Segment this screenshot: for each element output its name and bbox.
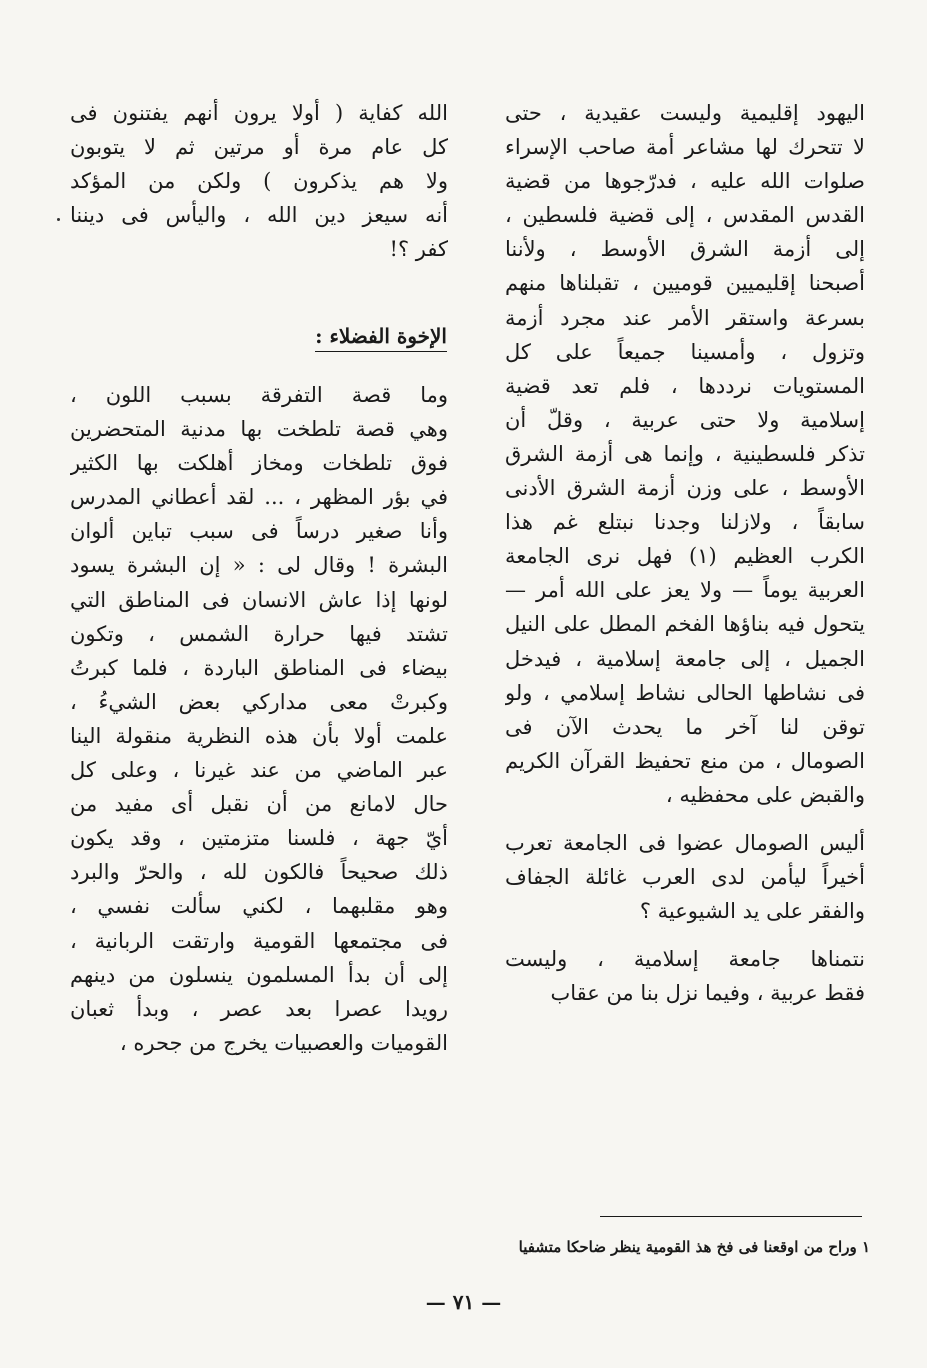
text-line: وتزول ، وأمسينا جميعاً على كل <box>505 339 865 364</box>
text-line: أليس الصومال عضوا فى الجامعة تعرب <box>505 830 865 855</box>
text-line: نتمناها جامعة إسلامية ، وليست <box>505 947 865 972</box>
paragraph-gap <box>505 928 865 942</box>
text-line: صلوات الله عليه ، فدرّجوها من قضية <box>505 169 865 194</box>
right-paragraph-3 <box>505 942 865 1010</box>
text-line: كل عام مرة أو مرتين ثم لا يتوبون <box>70 135 448 160</box>
text-line: الكرب العظيم (١) فهل نرى الجامعة <box>505 544 865 569</box>
text-line: ولا هم يذكرون ) ولكن من المؤكد <box>70 169 448 194</box>
text-line: حال لامانع من أن نقبل أى مفيد من <box>70 792 448 817</box>
text-line: كفر ؟! <box>389 237 448 262</box>
text-line: وكبرتْ معى مداركي بعض الشيءُ ، <box>70 689 448 714</box>
text-line: القوميات والعصبيات يخرج من جحره ، <box>119 1030 448 1055</box>
text-line: علمت أولا بأن هذه النظرية منقولة الينا <box>70 723 448 748</box>
text-line: وأنا صغير درساً فى سبب تباين ألوان <box>70 519 448 544</box>
text-line: رويدا عصرا بعد عصر ، وبدأ ثعبان <box>70 996 448 1021</box>
print-speck <box>57 218 60 221</box>
text-line: الأوسط ، على وزن أزمة الشرق الأدنى <box>505 476 865 501</box>
text-line: أنه سيعز دين الله ، واليأس فى ديننا <box>70 203 448 228</box>
text-line: فوق تلطخات ومخاز أهلكت بها الكثير <box>70 451 448 476</box>
text-line: إسلامية ولا حتى عربية ، وقلّ أن <box>505 407 865 432</box>
right-column <box>505 96 865 1010</box>
text-line: والفقر على يد الشيوعية ؟ <box>639 899 865 924</box>
text-line: وهو مقلبهما ، لكني سألت نفسي ، <box>70 894 448 919</box>
right-paragraph-2 <box>505 826 865 928</box>
text-line: في بؤر المظهر ، ... لقد أعطاني المدرس <box>70 485 448 510</box>
text-line: العربية يوماً — ولا يعز على الله أمر — <box>505 578 865 603</box>
text-line: اليهود إقليمية وليست عقيدية ، حتى <box>505 101 865 125</box>
right-paragraph-1 <box>505 96 865 812</box>
text-line: بيضاء فى المناطق الباردة ، فلما كبرتُ <box>70 655 448 680</box>
text-line: البشرة ! وقال لى : « إن البشرة يسود <box>70 553 448 578</box>
text-line: فى نشاطها الحالى نشاط إسلامي ، ولو <box>505 680 865 705</box>
text-line: الله كفاية ( أولا يرون أنهم يفتنون فى <box>70 101 448 125</box>
text-line: أصبحنا إقليميين قوميين ، تقبلناها منهم <box>505 271 865 296</box>
text-line: لونها إذا عاش الانسان فى المناطق التي <box>70 587 448 612</box>
text-line: توقن لنا آخر ما يحدث الآن فى <box>505 714 865 739</box>
text-line: فقط عربية ، وفيما نزل بنا من عقاب <box>550 981 865 1006</box>
page-number: — ٧١ — <box>425 1290 502 1314</box>
text-line: سابقاً ، ولازلنا وجدنا نبتلع غم هذا <box>505 510 865 535</box>
text-line: تشتد فيها حرارة الشمس ، وتكون <box>70 621 448 646</box>
text-line: الصومال ، من منع تحفيظ القرآن الكريم <box>505 748 865 773</box>
text-line: وهي قصة تلطخت بها مدنية المتحضرين <box>70 417 448 442</box>
text-line: عبر الماضي من عند غيرنا ، وعلى كل <box>70 758 448 783</box>
text-line: لا تتحرك لها مشاعر أمة صاحب الإسراء <box>505 135 865 160</box>
footnote: ١ وراح من اوقعنا فى فخ هذ القومية ينظر ضاحكا متشفيا <box>518 1238 870 1256</box>
text-line: إلى أزمة الشرق الأوسط ، ولأننا <box>505 237 865 262</box>
text-line: أخيراً ليأمن لدى العرب غائلة الجفاف <box>505 865 865 890</box>
text-line: ذلك صحيحاً فالكون لله ، والحرّ والبرد <box>70 860 448 885</box>
text-line: القدس المقدس ، إلى قضية فلسطين ، <box>505 203 865 228</box>
text-line: فى مجتمعها القومية وارتقت الربانية ، <box>70 928 448 953</box>
section-subheading: الإخوة الفضلاء : <box>315 324 447 352</box>
text-line: بسرعة واستقر الأمر عند مجرد أزمة <box>505 305 865 330</box>
text-line: الجميل ، إلى جامعة إسلامية ، فيدخل <box>505 646 865 671</box>
left-paragraph-1 <box>70 96 448 266</box>
text-line: أيّ جهة ، فلسنا متزمتين ، وقد يكون <box>70 826 448 851</box>
footnote-rule <box>600 1216 862 1217</box>
text-line: إلى أن بدأ المسلمون ينسلون من دينهم <box>70 962 448 987</box>
text-line: يتحول فيه بناؤها الفخم المطل على النيل <box>505 612 865 637</box>
text-line: المستويات نرددها ، فلم تعد قضية <box>505 373 865 398</box>
left-paragraph-2 <box>70 378 448 1060</box>
paragraph-gap <box>505 812 865 826</box>
text-line: وما قصة التفرقة بسبب اللون ، <box>70 383 448 407</box>
text-line: والقبض على محفظيه ، <box>665 782 865 807</box>
text-line: تذكر فلسطينية ، وإنما هى أزمة الشرق <box>505 441 865 466</box>
